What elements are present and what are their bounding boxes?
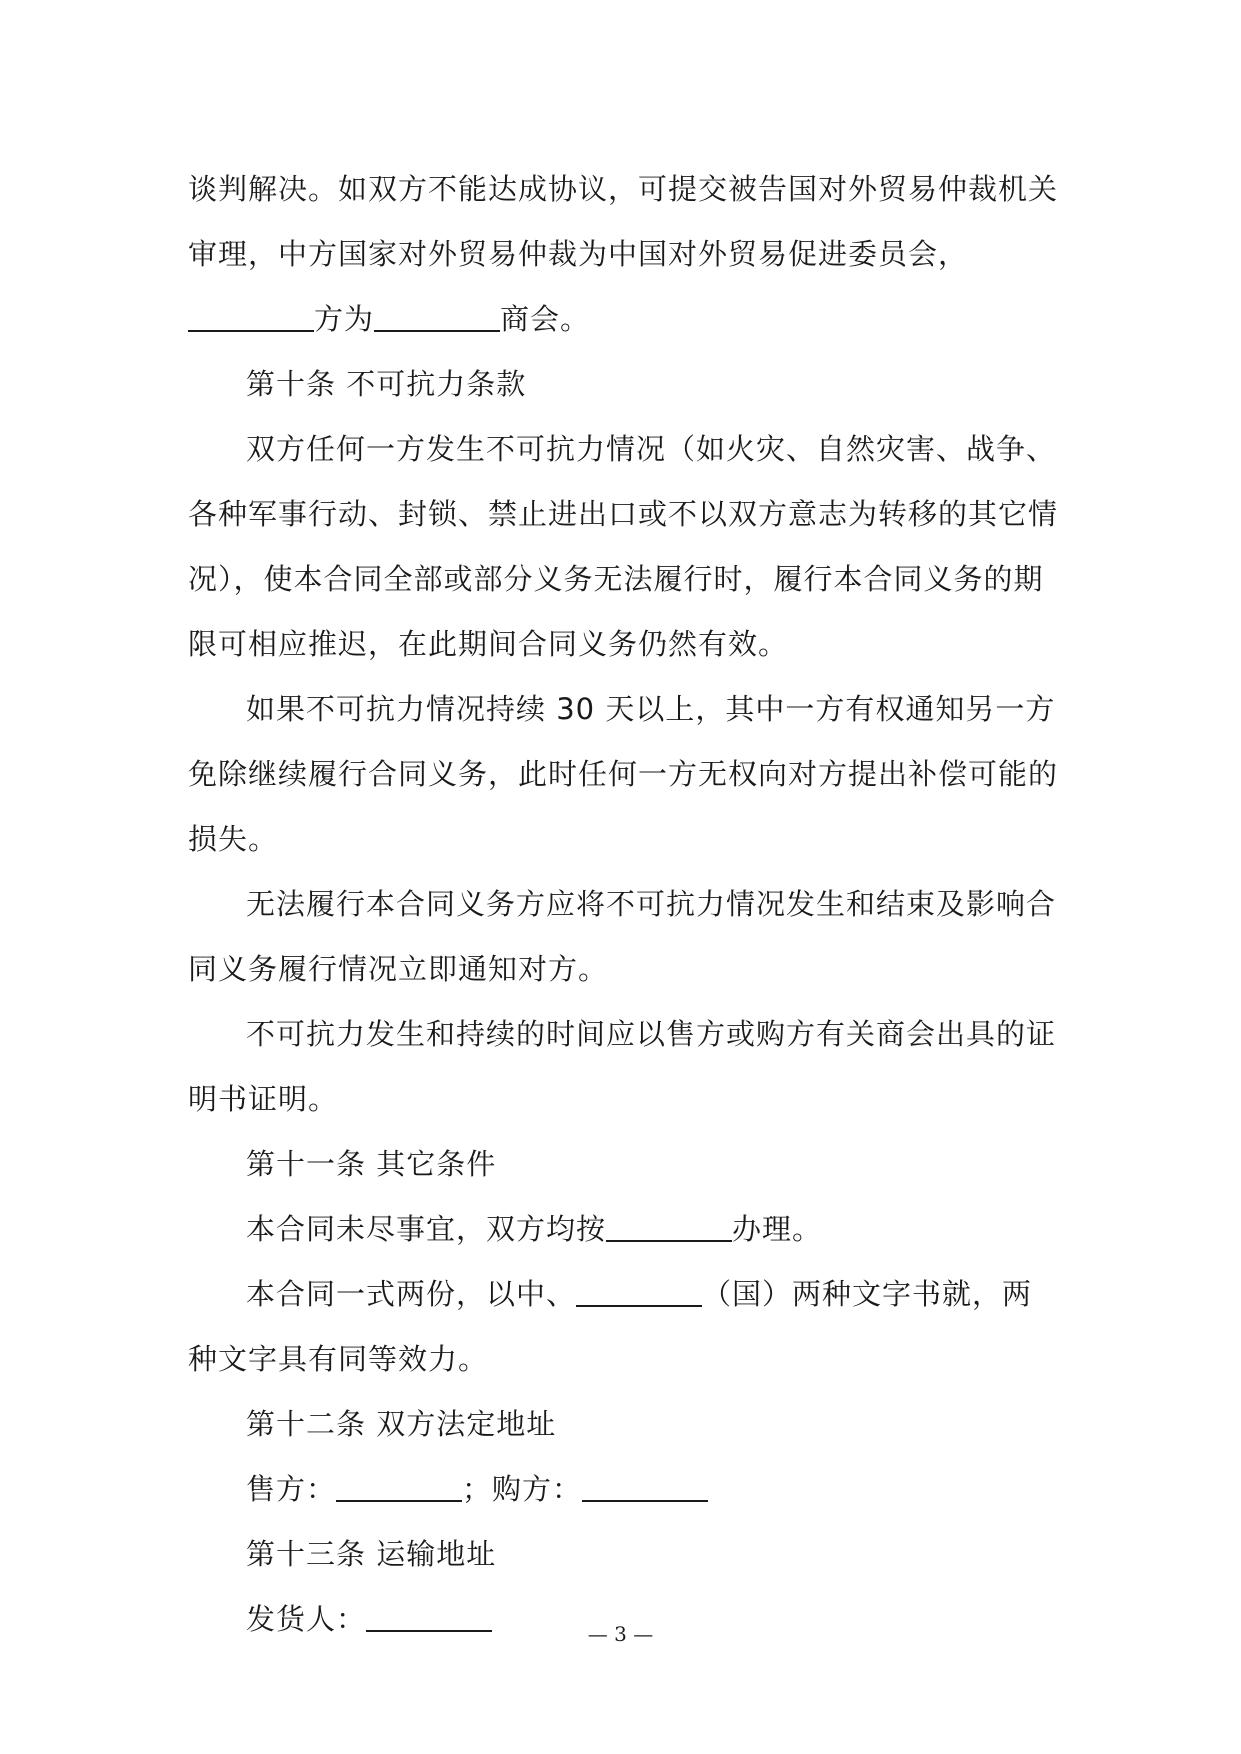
paragraph-p7 — [188, 1132, 1058, 1197]
fill-in-blank — [374, 301, 500, 332]
paragraph-text: 第十条 不可抗力条款 — [246, 367, 527, 401]
paragraph-p5 — [188, 872, 1058, 1002]
paragraph-text: 如果不可抗力情况持续 30 天以上，其中一方有权通知另一方免除继续履行合同义务，此时任何一方无权向对方提出补偿可能的损失。 — [188, 692, 1059, 856]
paragraph-p2 — [188, 352, 1058, 417]
paragraph-text: （国）两种文字书就，两种文字具有同等效力。 — [188, 1277, 1033, 1376]
paragraph-p3 — [188, 417, 1058, 677]
paragraph-p8 — [188, 1197, 1058, 1262]
paragraph-p1 — [188, 157, 1058, 352]
paragraph-text: 本合同一式两份，以中、 — [246, 1277, 577, 1311]
paragraph-p9 — [188, 1262, 1058, 1392]
paragraph-text: 第十一条 其它条件 — [246, 1147, 497, 1181]
page-number: — 3 — — [587, 1622, 654, 1646]
paragraph-text: 商会。 — [500, 302, 591, 336]
fill-in-blank — [606, 1211, 732, 1242]
paragraph-text: 不可抗力发生和持续的时间应以售方或购方有关商会出具的证明书证明。 — [188, 1017, 1057, 1116]
paragraph-text: 发货人： — [246, 1602, 367, 1636]
paragraph-p10 — [188, 1392, 1058, 1457]
paragraph-text: 方为 — [314, 302, 375, 336]
paragraph-p12 — [188, 1522, 1058, 1587]
paragraph-text: 售方： — [246, 1472, 337, 1506]
fill-in-blank — [188, 301, 314, 332]
fill-in-blank — [582, 1471, 708, 1502]
paragraph-p6 — [188, 1002, 1058, 1132]
paragraph-text: 第十三条 运输地址 — [246, 1537, 497, 1571]
paragraph-text: 谈判解决。如双方不能达成协议，可提交被告国对外贸易仲裁机关审理，中方国家对外贸易仲裁为中国对外贸易促进委员会， — [188, 172, 1059, 271]
paragraph-text: ；购方： — [462, 1472, 583, 1506]
paragraph-text: 第十二条 双方法定地址 — [246, 1407, 557, 1441]
paragraph-p4 — [188, 677, 1058, 872]
document-body — [188, 157, 1058, 1652]
paragraph-text: 双方任何一方发生不可抗力情况（如火灾、自然灾害、战争、各种军事行动、封锁、禁止进出口或不以双方意志为转移的其它情况），使本合同全部或部分义务无法履行时，履行本合同义务的期限可相应推迟，在此期间合同义务仍然有效。 — [188, 432, 1059, 661]
fill-in-blank — [576, 1276, 702, 1307]
fill-in-blank — [336, 1471, 462, 1502]
paragraph-text: 办理。 — [732, 1212, 823, 1246]
paragraph-p11 — [188, 1457, 1058, 1522]
paragraph-text: 本合同未尽事宜，双方均按 — [246, 1212, 607, 1246]
paragraph-text: 无法履行本合同义务方应将不可抗力情况发生和结束及影响合同义务履行情况立即通知对方。 — [188, 887, 1057, 986]
